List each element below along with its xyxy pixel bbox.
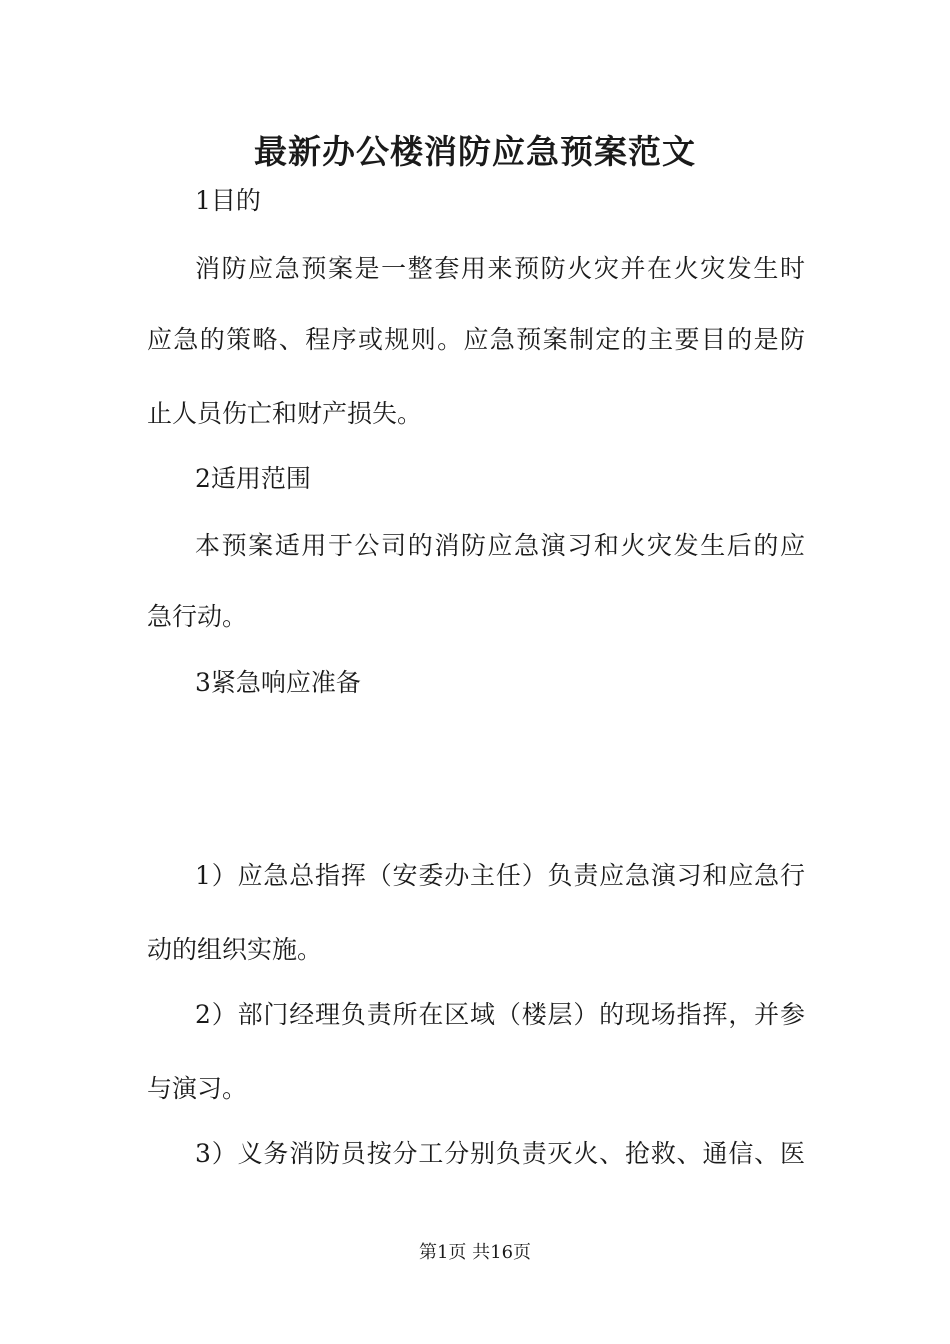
document-title: 最新办公楼消防应急预案范文 bbox=[254, 132, 696, 171]
paragraph-line: 与演习。 bbox=[147, 1074, 248, 1103]
heading-purpose: 1目的 bbox=[195, 186, 261, 215]
heading-scope: 2适用范围 bbox=[195, 464, 311, 493]
paragraph-line: 1）应急总指挥（安委办主任）负责应急演习和应急行 bbox=[195, 861, 805, 890]
heading-emergency-preparation: 3紧急响应准备 bbox=[195, 668, 361, 697]
paragraph-line: 消防应急预案是一整套用来预防火灾并在火灾发生时 bbox=[195, 254, 805, 283]
paragraph-line: 3）义务消防员按分工分别负责灭火、抢救、通信、医 bbox=[195, 1139, 805, 1168]
paragraph-line: 急行动。 bbox=[147, 602, 248, 631]
paragraph-line: 2）部门经理负责所在区域（楼层）的现场指挥，并参 bbox=[195, 1000, 805, 1029]
paragraph-line: 止人员伤亡和财产损失。 bbox=[147, 399, 423, 428]
paragraph-line: 本预案适用于公司的消防应急演习和火灾发生后的应 bbox=[195, 531, 805, 560]
paragraph-line: 动的组织实施。 bbox=[147, 935, 323, 964]
paragraph-line: 应急的策略、程序或规则。应急预案制定的主要目的是防 bbox=[147, 325, 805, 354]
page-footer: 第1页 共16页 bbox=[418, 1242, 532, 1263]
